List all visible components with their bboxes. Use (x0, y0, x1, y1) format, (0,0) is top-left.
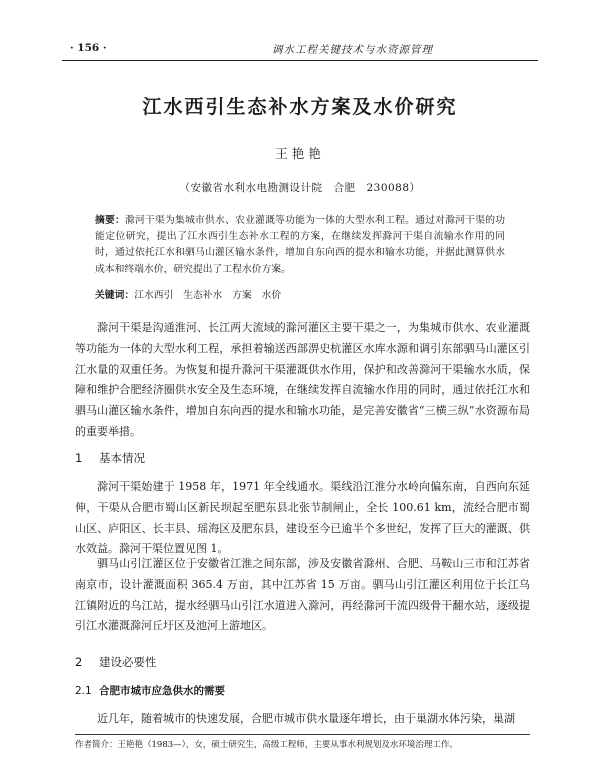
section-2-number: 2 (75, 655, 83, 669)
keywords-text: 江水西引 生态补水 方案 水价 (134, 290, 282, 301)
section-1-title: 基本情况 (99, 451, 145, 465)
section-2-heading (75, 654, 157, 670)
author-name: 王艳艳 (275, 146, 325, 161)
running-header (62, 38, 538, 61)
abstract (95, 213, 505, 278)
subsection-2-1-title: 合肥市城市应急供水的需要 (99, 685, 225, 697)
intro-paragraph: 滁河干渠是沟通淮河、长江两大流域的滁河灌区主要干渠之一，为集城市供水、农业灌溉等功能为一体的大型水利工程，承担着输送西部淠史杭灌区水库水源和调引东部驷马山灌区引江水量的双重任务。为恢复和提升滁河干渠灌溉供水作用，保护和改善滁河干渠输水水质，保障和维护合肥经济圈供水安全及生态环境，在继续发挥自流输水作用的同时，通过依托江水和驷马山灌区输水条件，增加自东向西的提水和输水功能，是完善安徽省“三横三纵”水资源布局的重要举措。 (75, 321, 530, 438)
section-1-heading (75, 450, 145, 466)
section-1-number: 1 (75, 451, 83, 465)
section-1-paragraph-2: 驷马山引江灌区位于安徽省江淮之间东部，涉及安徽省滁州、合肥、马鞍山三市和江苏省南京市，设计灌溉面积 365.4 万亩，其中江苏省 15 万亩。驷马山引江灌区利用位于长江乌江镇附近的乌江站，提水经驷马山引江水道进入滁河，再经滁河干流四级骨干翻水站，逐级提引江水灌溉滁河丘圩区及池河上游地区。 (75, 557, 530, 633)
abstract-text: 滁河干渠为集城市供水、农业灌溉等功能为一体的大型水利工程。通过对滁河干渠的功能定位研究，提出了江水西引生态补水工程的方案，在继续发挥滁河干渠自流输水作用的同时，通过依托江水和驷马山灌区输水条件，增加自东向西的提水和输水功能，并据此测算供水成本和终端水价，研究提出了工程水价方案。 (95, 215, 505, 275)
journal-title: 调水工程关键技术与水资源管理 (272, 44, 433, 56)
paper-title: 江水西引生态补水方案及水价研究 (142, 96, 458, 118)
page-number: · 156 · (70, 42, 107, 54)
keywords (95, 288, 505, 304)
section-2-title: 建设必要性 (99, 655, 157, 669)
subsection-2-1-heading (75, 683, 225, 698)
author-footnote: 作者简介：王艳艳（1983—），女，硕士研究生，高级工程师，主要从事水利规划及水环境治理工作。 (75, 740, 458, 750)
section-1-paragraph-1: 滁河干渠始建于 1958 年，1971 年全线通水。渠线沿江淮分水岭向偏东南，自西向东延伸，干渠从合肥市蜀山区新民坝起至肥东县北张节制闸止，全长 100.61 km，流经合肥市蜀山区、庐阳区、长丰县、瑶海区及肥东县，建设至今已逾半个多世纪，发挥了巨大的灌溉、供水效益。滁河干渠位置见图 1。 (75, 480, 530, 556)
affiliation: （安徽省水利水电勘测设计院 合肥 230088） (179, 182, 421, 194)
abstract-label: 摘要： (95, 215, 126, 226)
footnote-divider (75, 734, 530, 735)
keywords-label: 关键词： (95, 290, 135, 301)
subsection-2-1-paragraph: 近几年，随着城市的快速发展，合肥市城市供水量逐年增长，由于巢湖水体污染，巢湖 (97, 712, 515, 725)
subsection-2-1-number: 2.1 (75, 685, 92, 697)
